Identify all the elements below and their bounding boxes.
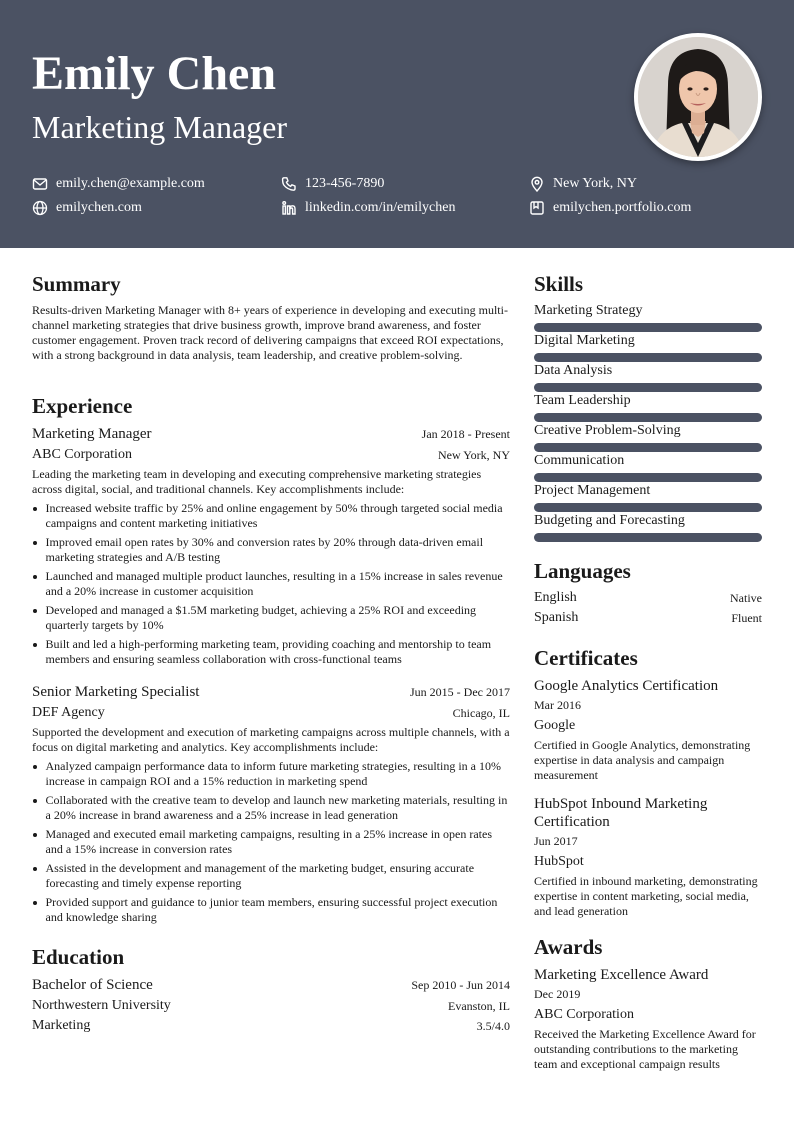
contact-portfolio-text: emilychen.portfolio.com (553, 200, 692, 215)
skill-name: Digital Marketing (534, 333, 635, 348)
contact-location (529, 175, 637, 193)
education-heading: Education (32, 945, 125, 969)
skill-name: Project Management (534, 483, 651, 498)
skill-name: Creative Problem-Solving (534, 423, 681, 438)
skill-bar (534, 503, 762, 512)
portfolio-icon (529, 200, 545, 216)
job-accomplishments (32, 501, 510, 667)
award-description: Received the Marketing Excellence Award for outstanding contributions to the marketing team and exceptional campaign results (534, 1027, 756, 1071)
skill-name: Budgeting and Forecasting (534, 513, 685, 528)
list-item: Collaborated with the creative team to develop and launch new marketing materials, resulting in a 20% increase in brand awareness and a 25% increase in lead generation (32, 793, 510, 823)
profile-photo (634, 33, 762, 161)
contact-linkedin-text: linkedin.com/in/emilychen (305, 200, 456, 215)
education-dates: Sep 2010 - Jun 2014 (411, 978, 510, 992)
job-title: Senior Marketing Specialist (32, 684, 200, 700)
education-gpa: 3.5/4.0 (476, 1019, 510, 1033)
skill-bar (534, 443, 762, 452)
location-pin-icon (529, 176, 545, 192)
linkedin-icon (281, 200, 297, 216)
contact-portfolio[interactable] (529, 199, 691, 217)
contact-location-text: New York, NY (553, 176, 638, 191)
education-school: Northwestern University (32, 998, 171, 1013)
job-company: DEF Agency (32, 705, 105, 720)
skill-name: Communication (534, 453, 625, 468)
job-accomplishments (32, 759, 510, 925)
contact-email[interactable] (32, 175, 205, 193)
skill-bar (534, 383, 762, 392)
job-title: Marketing Manager (32, 426, 152, 442)
award-date: Dec 2019 (534, 987, 581, 1001)
certificate-title: Google Analytics Certification (534, 678, 719, 694)
contact-phone[interactable] (281, 175, 384, 193)
skill-bar (534, 473, 762, 482)
language-name: Spanish (534, 610, 579, 625)
skill-bar (534, 533, 762, 542)
language-level: Fluent (731, 611, 762, 625)
candidate-title: Marketing Manager (32, 109, 288, 145)
certificate-description: Certified in Google Analytics, demonstrating expertise in data analysis and campaign measurement (534, 738, 751, 782)
education-degree: Bachelor of Science (32, 977, 153, 993)
list-item: Assisted in the development and management of the marketing budget, ensuring accurate forecasting and timely expense reporting (32, 861, 510, 891)
certificates-heading: Certificates (534, 646, 638, 670)
job-dates: Jun 2015 - Dec 2017 (410, 685, 510, 699)
candidate-name: Emily Chen (32, 47, 277, 100)
job-intro: Supported the development and execution of marketing campaigns across multiple channels, with a focus on digital marketing and analytics. Key accomplishments include: (32, 725, 510, 754)
certificate-date: Jun 2017 (534, 834, 578, 848)
globe-icon (32, 200, 48, 216)
skill-bar (534, 413, 762, 422)
job-location: New York, NY (437, 448, 510, 462)
skill-bar (534, 353, 762, 362)
list-item: Built and led a high-performing marketing team, providing coaching and mentorship to team members and ensuring seamless collaboration with cross-functional teams (32, 637, 510, 667)
languages-heading: Languages (534, 559, 631, 583)
mail-icon (32, 176, 48, 192)
language-name: English (534, 590, 577, 605)
certificate-issuer: HubSpot (534, 854, 584, 869)
list-item: Launched and managed multiple product launches, resulting in a 15% increase in sales revenue and a 20% increase in customer acquisition (32, 569, 510, 599)
language-level: Native (730, 591, 762, 605)
list-item: Improved email open rates by 30% and conversion rates by 20% through data-driven email marketing strategies and A/B testing (32, 535, 510, 565)
certificate-title: HubSpot Inbound Marketing Certification (534, 796, 708, 830)
skills-heading: Skills (534, 272, 584, 296)
certificate-issuer: Google (534, 718, 576, 733)
list-item: Analyzed campaign performance data to inform future marketing strategies, resulting in a 10% increase in campaign ROI and a 15% reduction in marketing spend (32, 759, 510, 789)
phone-icon (281, 176, 297, 192)
list-item: Increased website traffic by 25% and online engagement by 50% through targeted social media campaigns and content marketing initiatives (32, 501, 510, 531)
contact-website-text: emilychen.com (56, 200, 142, 215)
skill-name: Marketing Strategy (534, 303, 643, 318)
awards-heading: Awards (534, 935, 603, 959)
skill-name: Data Analysis (534, 363, 613, 378)
contact-linkedin[interactable] (281, 199, 455, 217)
contact-website[interactable] (32, 199, 142, 217)
certificate-date: Mar 2016 (534, 698, 581, 712)
education-major: Marketing (32, 1018, 91, 1033)
contact-phone-text: 123-456-7890 (305, 176, 385, 191)
list-item: Developed and managed a $1.5M marketing budget, achieving a 25% ROI and exceeding quarterly targets by 10% (32, 603, 510, 633)
certificate-description: Certified in inbound marketing, demonstrating expertise in content marketing, social media, and lead generation (534, 874, 758, 918)
skill-bar (534, 323, 762, 332)
summary-text: Results-driven Marketing Manager with 8+ years of experience in developing and executing multi-channel marketing strategies that drive business growth, improve brand awareness, and foster customer engagement. Proven track record of delivering campaigns that exceed ROI expectations, with a strong background in data analysis, team leadership, and creative problem-solving. (32, 303, 508, 362)
education-location: Evanston, IL (448, 999, 510, 1013)
job-dates: Jan 2018 - Present (421, 427, 510, 441)
job-intro: Leading the marketing team in developing and executing comprehensive marketing strategies across digital, social, and traditional channels. Key accomplishments include: (32, 467, 482, 496)
award-issuer: ABC Corporation (534, 1007, 634, 1022)
job-location: Chicago, IL (452, 706, 510, 720)
list-item: Provided support and guidance to junior team members, ensuring successful project execution and knowledge sharing (32, 895, 510, 925)
experience-heading: Experience (32, 394, 133, 418)
job-company: ABC Corporation (32, 447, 132, 462)
contact-email-text: emily.chen@example.com (56, 176, 205, 191)
award-title: Marketing Excellence Award (534, 967, 709, 983)
summary-heading: Summary (32, 272, 121, 296)
list-item: Managed and executed email marketing campaigns, resulting in a 25% increase in open rates and a 15% increase in conversion rates (32, 827, 510, 857)
resume-header (0, 0, 794, 248)
skill-name: Team Leadership (534, 393, 631, 408)
